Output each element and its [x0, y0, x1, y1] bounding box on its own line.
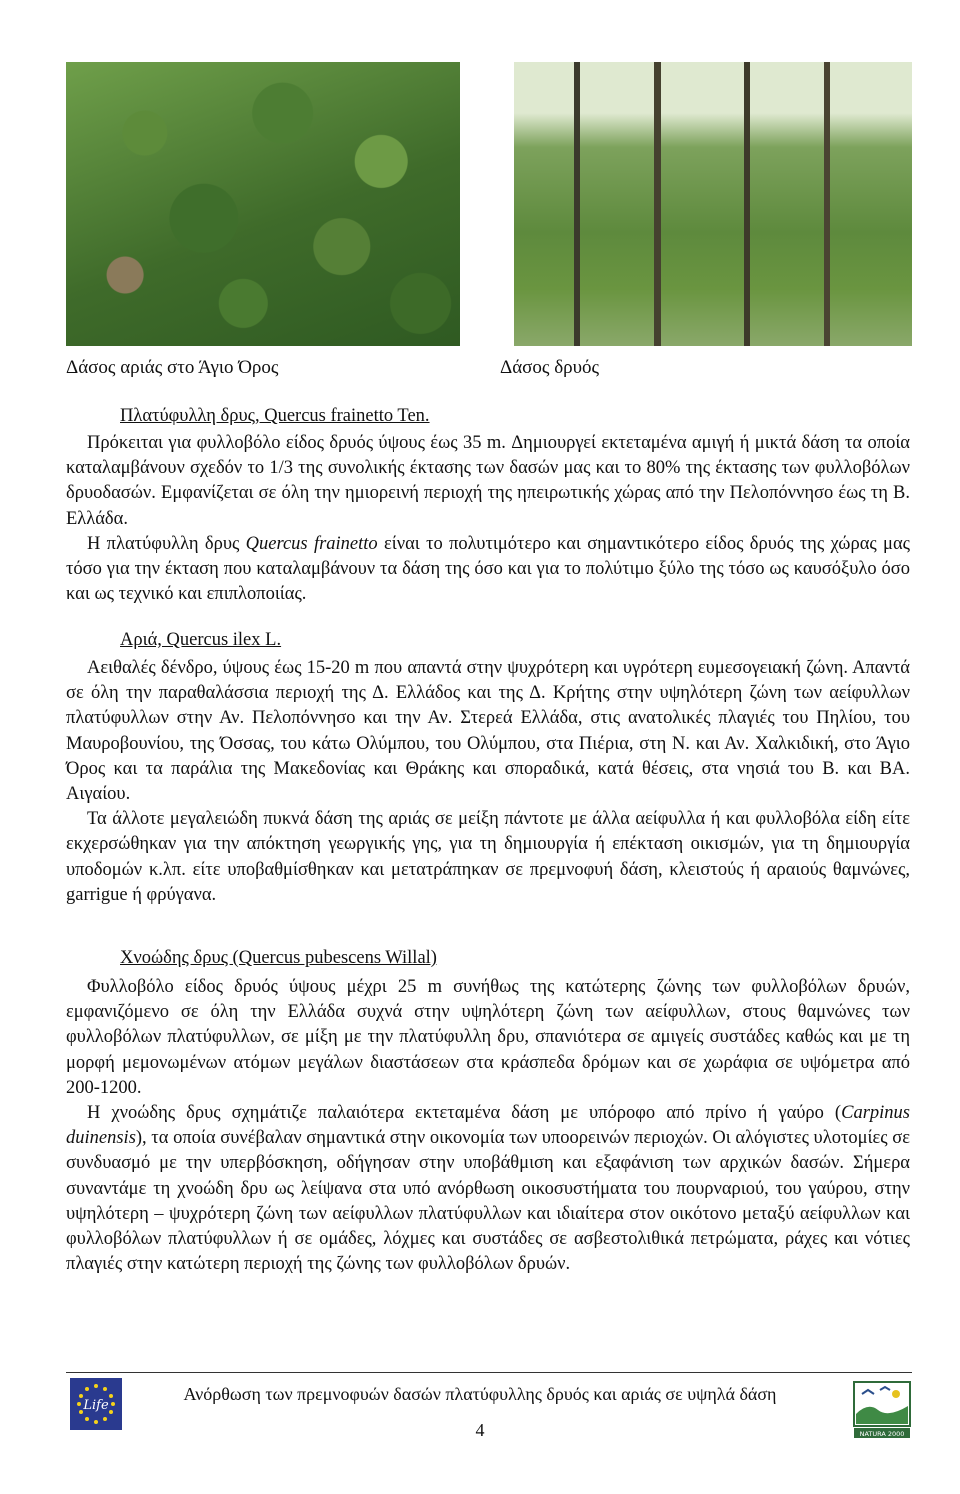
paragraph-5: Φυλλοβόλο είδος δρυός ύψους μέχρι 25 m συνήθως της κατώτερης ζώνης των φυλλοβόλων δρυών, εμφανιζόμενο σε όλη την Ελλάδα συχνά στην υψηλότερη ζώνη των αείφυλλων, στους θαμνώνες των φυλλοβόλων πλατύφυλλων, σε μίξη με την πλατύφυλλη δρυ, σπανιότερα σε αμιγείς συστάδες καθώς και με τη μορφή μεμονωμένων ατόμων μεγάλων διαστάσεων στα κράσπεδα δρόμων και σε χωράφια σε υψόμετρα από 200-1200. — [66, 977, 910, 1098]
photo-oak-forest — [514, 62, 912, 346]
page-number: 4 — [475, 1420, 485, 1440]
paragraph-ilex-description — [66, 656, 910, 908]
heading-quercus-ilex: Αριά, Quercus ilex L. — [120, 630, 282, 650]
svg-text:Life: Life — [83, 1398, 109, 1413]
heading-quercus-pubescens: Χνοώδης δρυς (Quercus pubescens Willal) — [120, 948, 437, 968]
photo-holm-oak-forest — [66, 62, 460, 346]
paragraph-2: Η πλατύφυλλη δρυς Quercus frainetto είναι το πολυτιμότερο και σημαντικότερο είδος δρυός της χώρας μας τόσο για την έκταση που καταλαμβάνουν τα δάση της όσο και για το πολύτιμο ξύλο της τόσο ως καυσόξυλο όσο και ως τεχνικό και επιπλοποιίας. — [66, 533, 910, 605]
heading-quercus-frainetto: Πλατύφυλλη δρυς, Quercus frainetto Ten. — [120, 406, 430, 426]
paragraph-pubescens-description — [66, 975, 910, 1277]
caption-left: Δάσος αριάς στο Άγιο Όρος — [66, 357, 279, 378]
svg-text:NATURA 2000: NATURA 2000 — [859, 1430, 905, 1438]
life-logo — [70, 1378, 122, 1430]
footer-divider — [66, 1372, 912, 1373]
footer-project-title: Ανόρθωση των πρεμνοφυών δασών πλατύφυλλης δρυός και αριάς σε υψηλά δάση — [183, 1384, 777, 1404]
paragraph-3: Αειθαλές δένδρο, ύψους έως 15-20 m που απαντά στην ψυχρότερη και υγρότερη ευμεσογειακή ζώνη. Απαντά σε όλη την παραθαλάσσια περιοχή της Δ. Ελλάδος και της Δ. Κρήτης στην υψηλότερη ζώνη των αείφυλλων πλατύφυλλων στην Αν. Πελοπόννησο και την Αν. Στερεά Ελλάδα, στις ανατολικές πλαγιές του Πηλίου, του Μαυροβουνίου, της Όσσας, του κάτω Ολύμπου, του Ολύμπου, στα Πιέρια, στη Ν. και Αν. Χαλκιδική, στο Άγιο Όρος και τα παράλια της Μακεδονίας και Θράκης και σποραδικά, κατά θέσεις, στα νησιά του Β. και ΒΑ. Αιγαίου. — [66, 658, 910, 805]
paragraph-frainetto-description — [66, 431, 910, 607]
paragraph-1: Πρόκειται για φυλλοβόλο είδος δρυός ύψους έως 35 m. Δημιουργεί εκτεταμένα αμιγή ή μικτά δάση τα οποία καταλαμβάνουν σχεδόν το 1/3 της συνολικής έκτασης των δασών μας και το 80% της έκτασης των φυλλοβόλων δρυοδασών. Εμφανίζεται σε όλη την ημιορεινή περιοχή της ηπειρωτικής χώρας από την Πελοπόννησο έως τη Β. Ελλάδα. — [66, 433, 910, 529]
paragraph-4: Τα άλλοτε μεγαλειώδη πυκνά δάση της αριάς σε μείξη πάντοτε με άλλα αείφυλλα ή και φυλλοβόλα είδη είτε εκχερσώθηκαν για την απόκτηση γεωργικής γης, για τη δημιουργία ή επέκταση οικισμών, για τη δημιουργία υποδομών κ.λπ. είτε υποβαθμίσθηκαν και μετατράπηκαν σε πρεμνοφυή δάση, κλειστούς ή αραιούς θαμνώνες, garrigue ή φρύγανα. — [66, 809, 910, 905]
natura-2000-logo — [852, 1380, 912, 1440]
caption-right: Δάσος δρυός — [500, 357, 600, 378]
paragraph-6: Η χνοώδης δρυς σχημάτιζε παλαιότερα εκτεταμένα δάση με υπόροφο από πρίνο ή γαύρο (Carpinus duinensis), τα οποία συνέβαλαν σημαντικά στην οικονομία των υποορεινών περιοχών. Οι αλόγιστες υλοτομίες σε συνδυασμό με την υπερβόσκηση, οδήγησαν στην υποβάθμιση και εξαφάνιση των αρχικών δασών. Σήμερα συναντάμε τη χνοώδη δρυ ως λείψανα στα υπό ανόρθωση οικοσυστήματα του πουρναριού, του γαύρου, στην υψηλότερη – ψυχρότερη ζώνη των αείφυλλων πλατύφυλλων και ιδιαίτερα στον οικότονο μεταξύ αείφυλλων και φυλλοβόλων πλατύφυλλων ή σε ομάδες, λόχμες και συστάδες σε ασβεστολιθικά πετρώματα, ράχες και νότιες πλαγιές στην κατώτερη περιοχή της ζώνης των φυλλοβόλων δρυών. — [66, 1103, 910, 1275]
